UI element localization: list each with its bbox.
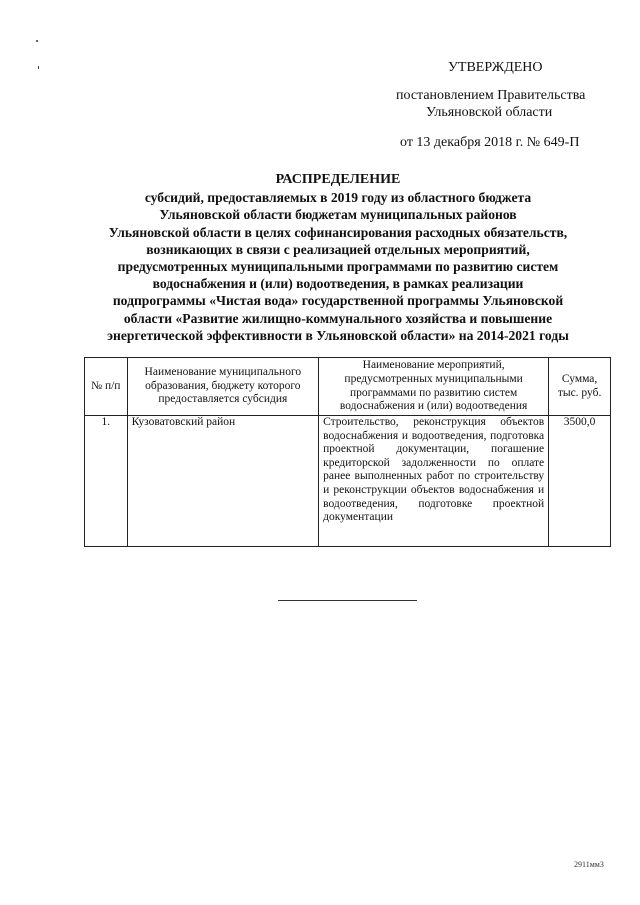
header-num: № п/п (85, 358, 128, 416)
approval-line2: Ульяновской области (426, 105, 553, 120)
approval-heading: УТВЕРЖДЕНО (448, 60, 543, 75)
row-num: 1. (85, 416, 128, 547)
header-sum: Сумма, тыс. руб. (549, 358, 611, 416)
document-title-block (60, 171, 616, 344)
subtitle-line: субсидий, предоставляемых в 2019 году из областного бюджета (144, 190, 532, 206)
subtitle-line: подпрограммы «Чистая вода» государственной программы Ульяновской (112, 293, 564, 309)
document-title: РАСПРЕДЕЛЕНИЕ (275, 172, 401, 187)
row-municipality: Кузоватовский район (127, 416, 319, 547)
footer-code: 2911мм3 (574, 860, 604, 869)
subtitle-line: Ульяновской области в целях софинансирования расходных обязательств, (108, 224, 568, 240)
approval-line1: постановлением Правительства (396, 88, 586, 103)
closing-line (278, 600, 417, 601)
scan-speck (38, 66, 39, 69)
subtitle-line: области «Развитие жилищно-коммунального хозяйства и повышение (123, 310, 553, 326)
row-sum: 3500,0 (549, 416, 611, 547)
subtitle-line: возникающих в связи с реализацией отдельных мероприятий, (146, 241, 530, 257)
scan-speck (36, 40, 38, 42)
subsidy-table (84, 357, 611, 547)
header-municipality: Наименование муниципального образования, бюджету которого предоставляется субсидия (127, 358, 319, 416)
table-header-row (85, 358, 611, 416)
subtitle-line: водоснабжения и (или) водоотведения, в рамках реализации (152, 276, 524, 292)
subtitle-line: предусмотренных муниципальными программами по развитию систем (117, 259, 559, 275)
header-activity: Наименование мероприятий, предусмотренных муниципальными программами по развитию систем водоснабжения и (или) водоотведения (319, 358, 549, 416)
subtitle-line: энергетической эффективности в Ульяновской области» на 2014-2021 годы (107, 327, 569, 343)
row-activity: Строительство, реконструкция объектов водоснабжения и водоотведения, подготовка проектной документации, погашение кредиторской задолженности по оплате ранее выполненных работ по строительству и реконструкции объектов водоснабжения и водоотведения, подготовке проектной документации (319, 416, 549, 547)
subtitle-line: Ульяновской области бюджетам муниципальных районов (159, 207, 517, 223)
table-row (85, 416, 611, 547)
approval-date-number: от 13 декабря 2018 г. № 649-П (400, 135, 580, 150)
